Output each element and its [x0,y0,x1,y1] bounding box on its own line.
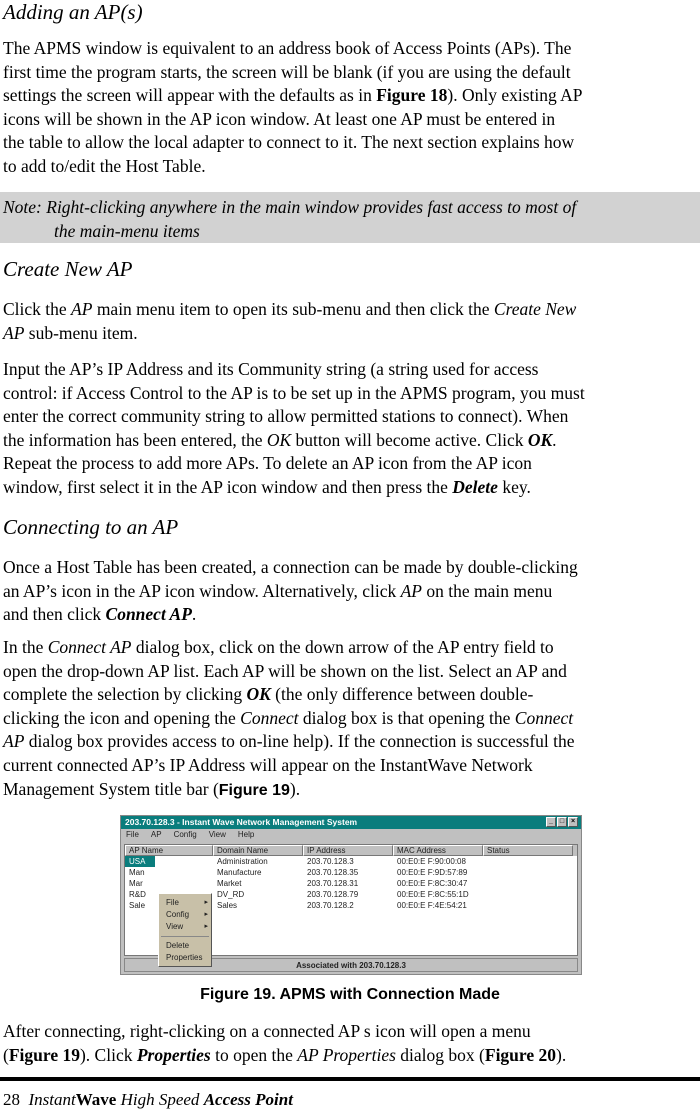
text-line [3,1020,700,1044]
text-run: Management System title bar ( [3,778,219,799]
text-run: an AP’s icon in the AP icon window. Alternatively, click [3,580,401,601]
text-run: Connect AP [105,604,192,625]
column-header: Status [483,845,573,856]
table-cell: 203.70.128.79 [307,890,359,899]
column-header: AP Name [125,845,213,856]
text-run: current connected AP’s IP Address will appear on the InstantWave Network [3,754,533,775]
text-run: settings the screen will appear with the defaults as in [3,85,377,106]
table-row [125,878,577,889]
text-run: clicking the icon and opening the [3,707,241,728]
brand-wave: Wave [75,1090,117,1109]
table-cell [483,889,573,900]
text-run: Figure 19 [218,781,290,799]
heading-create-new-ap: Create New AP [3,257,133,281]
text-run: Click the [3,299,72,319]
brand-instant: Instant [28,1090,76,1109]
text-run: dialog box is that opening the [298,707,515,728]
text-run: dialog box, click on the down arrow of the AP entry field to [131,637,554,657]
window-title: 203.70.128.3 - Instant Wave Network Management System [125,817,358,827]
menu-ap: AP [150,830,162,839]
ctx-divider [161,936,209,937]
text-line [3,580,700,604]
heading-adding-ap: Adding an AP(s) [3,0,143,24]
heading-connecting: Connecting to an AP [3,515,179,539]
text-line [3,358,700,382]
text-run: OK [527,429,553,450]
paragraph-connecting [3,556,700,627]
note-box [0,192,700,243]
text-run: dialog box provides access to on-line help). If the connection is successful the [24,731,575,752]
text-run: AP Properties [297,1044,396,1065]
text-line [3,322,700,346]
table-cell [483,867,573,878]
table-cell: Manufacture [217,868,262,877]
text-line [3,1044,700,1068]
text-run: Connect [240,707,299,728]
text-run: dialog box ( [395,1044,485,1065]
text-run: to add to/edit the Host Table. [3,155,206,176]
column-header: Domain Name [213,845,303,856]
paragraph-connect-dialog [3,636,700,802]
paragraph-intro [3,37,700,179]
text-run: button will become active. Click [291,429,528,450]
text-line [3,108,700,132]
table-cell [483,878,573,889]
text-run: ). Click [79,1044,137,1065]
text-run: Input the AP’s IP Address and its Community string (a string used for access [3,359,539,379]
context-menu [158,893,212,967]
text-run: enter the correct community string to allow permitted stations to connect). When [3,406,569,427]
column-header: IP Address [303,845,393,856]
table-cell: 203.70.128.2 [307,901,354,910]
text-run: Connect [514,707,574,728]
text-line [3,476,700,500]
text-run: AP [3,731,25,752]
text-line [3,37,700,61]
ctx-config: Config ▸ [159,909,211,921]
menu-file: File [126,830,139,839]
text-run: to open the [210,1044,298,1065]
text-run: window, first select it in the AP icon window and then press the [3,476,453,497]
text-run: Delete [452,476,498,497]
footer-subtitle: High Speed [116,1090,204,1109]
table-cell: 203.70.128.35 [307,868,359,877]
page-number: 28 [3,1090,20,1109]
window-title-bar [121,816,581,829]
text-run: the information has been entered, the [3,429,267,450]
table-cell: Sale [129,901,146,910]
text-line [3,298,700,322]
ctx-file: File ▸ [159,897,211,909]
figure-caption: Figure 19. APMS with Connection Made [200,986,500,1003]
note-line-2: the main-menu items [54,221,200,241]
ctx-delete: Delete [166,941,190,950]
text-run: Figure 20 [484,1044,557,1065]
table-cell [483,856,573,867]
menu-config: Config [173,830,197,839]
text-run: ). [556,1044,567,1065]
paragraph-after-connecting [3,1020,700,1067]
table-cell: 00:E0:E F:9D:57:89 [397,868,468,877]
table-cell: Sales [217,901,238,910]
text-line [3,382,700,406]
table-cell: 00:E0:E F:8C:30:47 [397,879,468,888]
footer-product: Access Point [203,1090,293,1109]
menu-view: View [208,830,226,839]
text-line [3,660,700,684]
text-line [3,131,700,155]
text-run: first time the program starts, the screen will be blank (if you are using the default [3,61,571,82]
text-run: ). [289,778,301,799]
text-line [3,84,700,108]
text-line [3,556,700,580]
table-cell [483,900,573,911]
text-line [3,452,700,476]
text-run: on the main menu [421,580,553,601]
text-run: OK [246,684,271,705]
text-run: AP [71,299,93,319]
text-line [3,754,700,778]
table-cell: Administration [217,857,268,866]
table-row [125,867,577,878]
table-cell: DV_RD [217,890,245,899]
table-cell: Man [129,868,145,877]
paragraph-create [3,298,700,345]
text-run: In the [3,637,48,657]
text-line [3,405,700,429]
menu-bar [121,829,581,841]
text-line [3,603,700,627]
text-run: complete the selection by clicking [3,684,247,705]
text-run: Connect AP [47,637,132,657]
text-line [3,707,700,731]
table-cell: 203.70.128.3 [307,857,354,866]
text-line [3,730,700,754]
text-run: sub-menu item. [24,322,138,343]
table-cell: Mar [129,879,143,888]
figure-screenshot [120,815,582,975]
text-run: ). Only existing AP [447,85,583,106]
text-run: the table to allow the local adapter to connect to it. The next section explains how [3,132,575,153]
table-row [125,856,577,867]
text-run: main menu item to open its sub-menu and then click the [92,299,494,319]
ctx-properties: Properties [166,953,203,962]
footer-rule [0,1077,700,1081]
table-cell: 203.70.128.31 [307,879,359,888]
text-run: The APMS window is equivalent to an address book of Access Points (APs). The [3,38,572,58]
minimize-icon: _ [546,817,556,827]
table-cell: R&D [129,890,146,899]
text-run: AP [3,322,25,343]
text-run: Once a Host Table has been created, a connection can be made by double-clicking [3,557,578,577]
text-line [3,155,700,179]
page-footer [3,1090,293,1110]
note-line-1: Note: Right-clicking anywhere in the main window provides fast access to most of [3,197,577,217]
paragraph-input [3,358,700,500]
menu-help: Help [237,830,255,839]
text-line [3,778,700,803]
text-line [3,61,700,85]
maximize-icon: □ [557,817,567,827]
text-run: Figure 19 [8,1044,80,1065]
text-run: Create New [493,299,577,319]
close-icon: × [568,817,578,827]
table-cell: 00:E0:E F:8C:55:1D [397,890,469,899]
text-line [3,636,700,660]
table-cell: 00:E0:E F:90:00:08 [397,857,466,866]
table-cell: 00:E0:E F:4E:54:21 [397,901,467,910]
text-run: open the drop-down AP list. Each AP will be shown on the list. Select an AP and [3,660,567,681]
text-run: icons will be shown in the AP icon window. At least one AP must be entered in [3,108,556,129]
column-header: MAC Address [393,845,483,856]
ctx-view: View ▸ [159,921,211,933]
text-run: . [191,604,197,625]
table-cell: USA [125,856,155,867]
text-run: (the only difference between double- [270,684,534,705]
text-run: and then click [3,604,106,625]
text-run: . [552,429,557,450]
text-run: After connecting, right-clicking on a connected AP s icon will open a menu [3,1021,531,1041]
text-line [3,429,700,453]
text-run: Repeat the process to add more APs. To delete an AP icon from the AP icon [3,453,532,474]
text-run: Properties [136,1044,211,1065]
ap-list [124,844,578,962]
text-run: Figure 18 [376,85,448,106]
text-run: control: if Access Control to the AP is to be set up in the APMS program, you must [3,382,585,403]
text-run: OK [266,429,292,450]
text-run: ( [3,1044,9,1065]
text-run: AP [400,580,422,601]
text-run: key. [497,476,531,497]
status-bar: Associated with 203.70.128.3 [124,958,578,972]
table-cell: Market [217,879,242,888]
text-line [3,683,700,707]
